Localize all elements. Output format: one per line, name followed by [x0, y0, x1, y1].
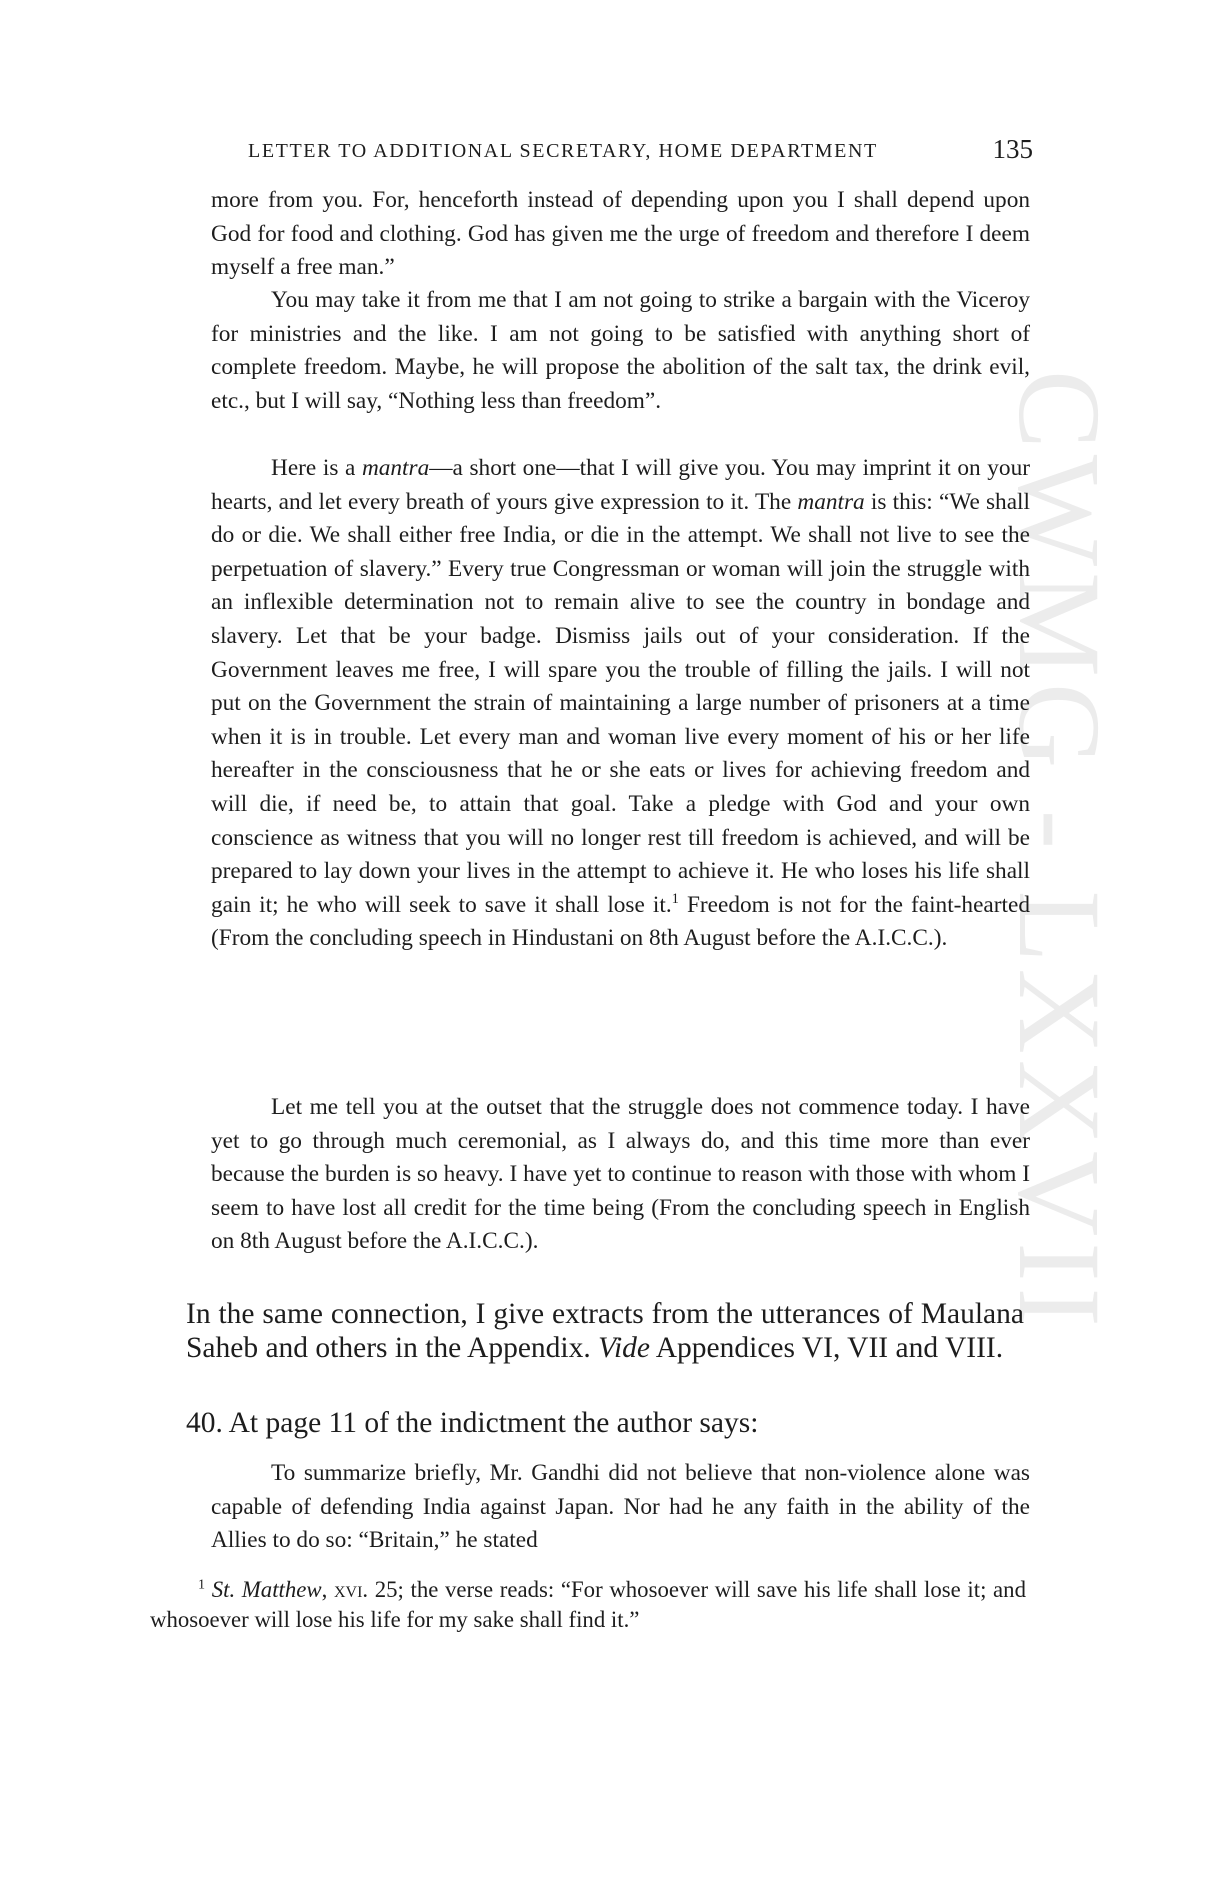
- page-number: 135: [992, 134, 1033, 164]
- quote-block: [211, 284, 1030, 418]
- italic-term: mantra: [797, 488, 865, 515]
- quote-paragraph: [211, 452, 1030, 956]
- italic-term: mantra: [361, 455, 430, 481]
- paragraph-text: 40. At page 11 of the indictment the author says:: [186, 1407, 759, 1439]
- body-paragraph: [186, 1406, 1024, 1440]
- quote-paragraph: To summarize briefly, Mr. Gandhi did not believe that non-violence alone was capable of defending India against Japan. Nor had he any faith in the ability of the Allies to do so: “Britain,” he stated: [211, 1460, 1030, 1554]
- text-span: is this: “We shall do or die. We shall either free India, or die in the attempt. We shall not live to see the perpetuation of slavery.” Every true Congressman or woman will join the struggle with an inflexible determination not to remain alive to see the country in bondage and slavery. Let that be your badge. Dismiss jails out of your consideration. If the Government leaves me free, I will spare you the trouble of filling the jails. I will not put on the Government the strain of maintaining a large number of prisoners at a time when it is in trouble. Let every man and woman live every moment of his or her life hereafter in the consciousness that he or she eats or lives for achieving freedom and will die, if need be, to attain that goal. Take a pledge with God and your own conscience as witness that you will no longer rest till freedom is achieved, and will be prepared to lay down your lives in the attempt to achieve it. He who loses his life shall gain it; he who will seek to save it shall lose it.: [211, 488, 1030, 918]
- text-span: In the same connection, I give extracts from the utterances of Maulana Saheb and others in the Appendix.: [186, 1298, 1024, 1364]
- quote-paragraph: Let me tell you at the outset that the struggle does not commence today. I have yet to go through much ceremonial, as I always do, and this time more than ever because the burden is so heavy. I have yet to continue to reason with those with whom I seem to have lost all credit for the time being (From the concluding speech in English on 8th August before the A.I.C.C.).: [211, 1094, 1030, 1255]
- running-header: [248, 134, 1033, 166]
- watermark: CWMG - LXXVII: [994, 370, 1125, 1333]
- footnote-text: . 25; the verse reads: “For whosoever will save his life shall lose it; and whosoever will lose his life for my sake shall find it.”: [150, 1577, 1026, 1632]
- text-span: Here is a: [271, 455, 362, 481]
- text-span: —a short one—that I will give you. You may imprint it on your hearts, and let every breath of yours give expression to it. The: [211, 455, 1030, 515]
- quote-paragraph: You may take it from me that I am not going to strike a bargain with the Viceroy for ministries and the like. I am not going to be satisfied with anything short of complete freedom. Maybe, he will propose the abolition of the salt tax, the drink evil, etc., but I will say, “Nothing less than freedom”.: [211, 287, 1030, 414]
- paragraph-text: [186, 1297, 1024, 1365]
- quote-block: [211, 1457, 1030, 1558]
- footnotes: [150, 1575, 1026, 1635]
- header-title: LETTER TO ADDITIONAL SECRETARY, HOME DEPARTMENT: [248, 140, 878, 162]
- text-span: Appendices VI, VII and VIII.: [649, 1332, 1004, 1364]
- footnote: $^1$ St. Matthew, xvi. 25; the verse reads: “For whosoever will save his life shall lose it; and whosoever will lose his life for my sake shall find it.”: [150, 1576, 1026, 1632]
- quote-block: [211, 452, 1030, 956]
- quote-paragraph: more from you. For, henceforth instead of depending upon you I shall depend upon God for food and clothing. God has given me the urge of freedom and therefore I deem myself a free man.”: [211, 187, 1030, 281]
- footnote-marker: 1: [198, 1576, 206, 1593]
- text-span: Freedom is not for the faint-hearted (From the concluding speech in Hindustani on 8th August before the A.I.C.C.).: [211, 891, 1030, 952]
- quote-continuation: [211, 184, 1030, 285]
- footnote-chapter: xvi: [333, 1577, 363, 1602]
- footnote-reference[interactable]: 1: [671, 890, 679, 907]
- italic-term: Vide: [598, 1332, 650, 1364]
- body-paragraph: [186, 1297, 1024, 1365]
- quote-block: [211, 1091, 1030, 1259]
- footnote-book: St. Matthew: [211, 1577, 322, 1602]
